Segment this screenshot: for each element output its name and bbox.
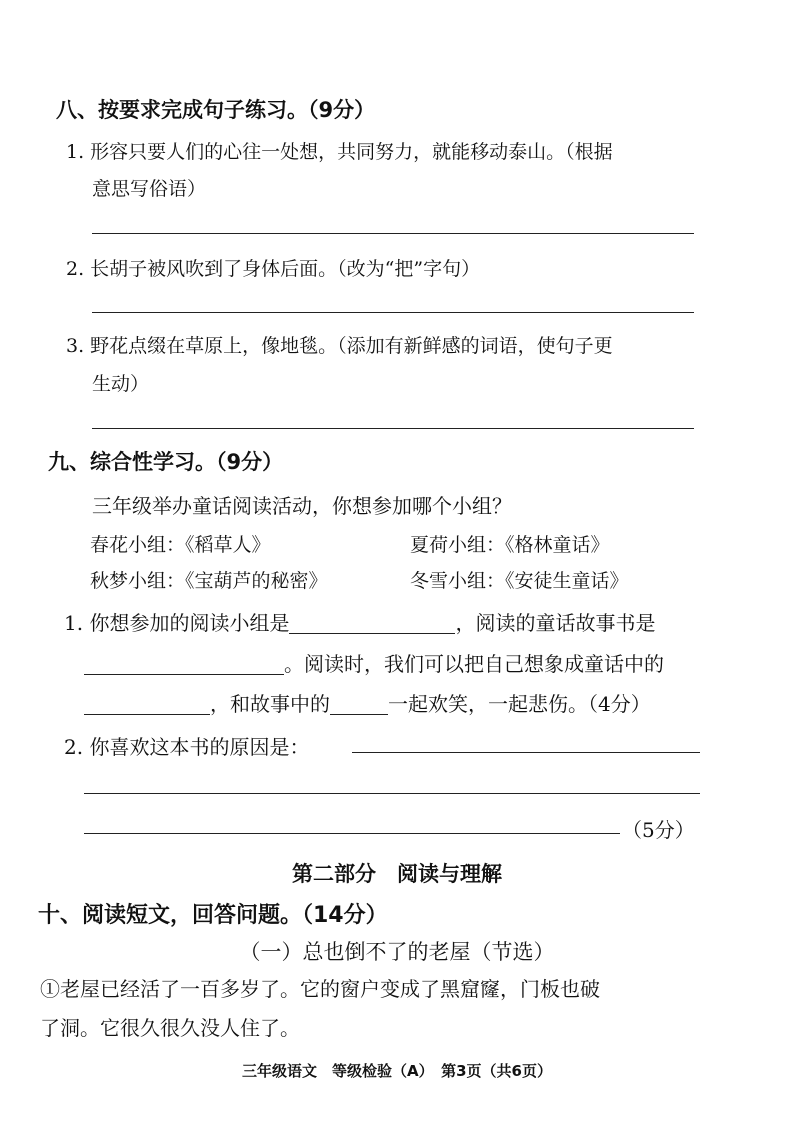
- q9-1-text-a: 1. 你想参加的阅读小组是: [64, 611, 290, 635]
- blank-fairy-tale-book[interactable]: [84, 654, 284, 675]
- group-name: 秋梦小组：: [90, 570, 186, 592]
- group-autumn: [90, 566, 328, 593]
- group-book: 《安徒生童话》: [505, 570, 629, 592]
- group-spring: [90, 530, 271, 557]
- q9-1-text-e: 一起欢笑，一起悲伤。（4分）: [388, 692, 651, 716]
- passage-para1-line2: 了洞。它很久很久没人住了。: [40, 1016, 300, 1040]
- answer-line-9-2a[interactable]: [352, 752, 700, 753]
- group-name: 冬雪小组：: [410, 570, 506, 592]
- q9-1-text-d: ，和故事中的: [210, 692, 330, 716]
- q8-1-text-cont: 意思写俗语）: [92, 178, 207, 200]
- group-book: 《稻草人》: [185, 534, 271, 556]
- passage-para1-line1: ①老屋已经活了一百多岁了。它的窗户变成了黑窟窿，门板也破: [40, 977, 600, 1001]
- group-book: 《格林童话》: [505, 534, 610, 556]
- group-name: 夏荷小组：: [410, 534, 506, 556]
- answer-line-9-2b[interactable]: [84, 793, 700, 794]
- q9-1-line1: [64, 607, 655, 636]
- page-footer: 三年级语文 等级检验（A） 第3页（共6页）: [242, 1062, 552, 1080]
- q8-2-text: 2. 长胡子被风吹到了身体后面。（改为“把”字句）: [66, 258, 481, 280]
- q9-2-text: 2. 你喜欢这本书的原因是：: [64, 735, 310, 759]
- q9-1-line2: [84, 648, 664, 677]
- blank-together-with[interactable]: [330, 694, 388, 715]
- part-2-title: 第二部分 阅读与理解: [292, 862, 502, 886]
- section-9-heading: 九、综合性学习。（9分）: [48, 450, 284, 474]
- group-book: 《宝葫芦的秘密》: [185, 570, 328, 592]
- group-summer: [410, 530, 610, 557]
- group-winter: [410, 566, 629, 593]
- answer-line-8-2[interactable]: [92, 312, 694, 313]
- blank-imagine-as[interactable]: [84, 694, 210, 715]
- q9-1-line3: [84, 688, 651, 717]
- q9-2-score: （5分）: [622, 818, 695, 842]
- group-name: 春花小组：: [90, 534, 186, 556]
- answer-line-9-2c[interactable]: [84, 833, 620, 834]
- answer-line-8-1[interactable]: [92, 233, 694, 234]
- section-10-heading: 十、阅读短文，回答问题。（14分）: [38, 903, 388, 928]
- blank-reading-group[interactable]: [289, 613, 455, 634]
- q8-3-text-cont: 生动）: [92, 373, 150, 395]
- passage-title: （一）总也倒不了的老屋（节选）: [239, 940, 555, 964]
- answer-line-8-3[interactable]: [92, 428, 694, 429]
- section-9-intro: 三年级举办童话阅读活动，你想参加哪个小组？: [92, 494, 512, 518]
- q9-1-text-c: 。阅读时，我们可以把自己想象成童话中的: [284, 652, 664, 676]
- section-8-heading: 八、按要求完成句子练习。（9分）: [56, 98, 376, 122]
- q8-3-text: 3. 野花点缀在草原上，像地毯。（添加有新鲜感的词语，使句子更: [66, 335, 613, 357]
- q8-1-text: 1. 形容只要人们的心往一处想，共同努力，就能移动泰山。（根据: [66, 141, 613, 163]
- q9-1-text-b: ，阅读的童话故事书是: [455, 611, 656, 635]
